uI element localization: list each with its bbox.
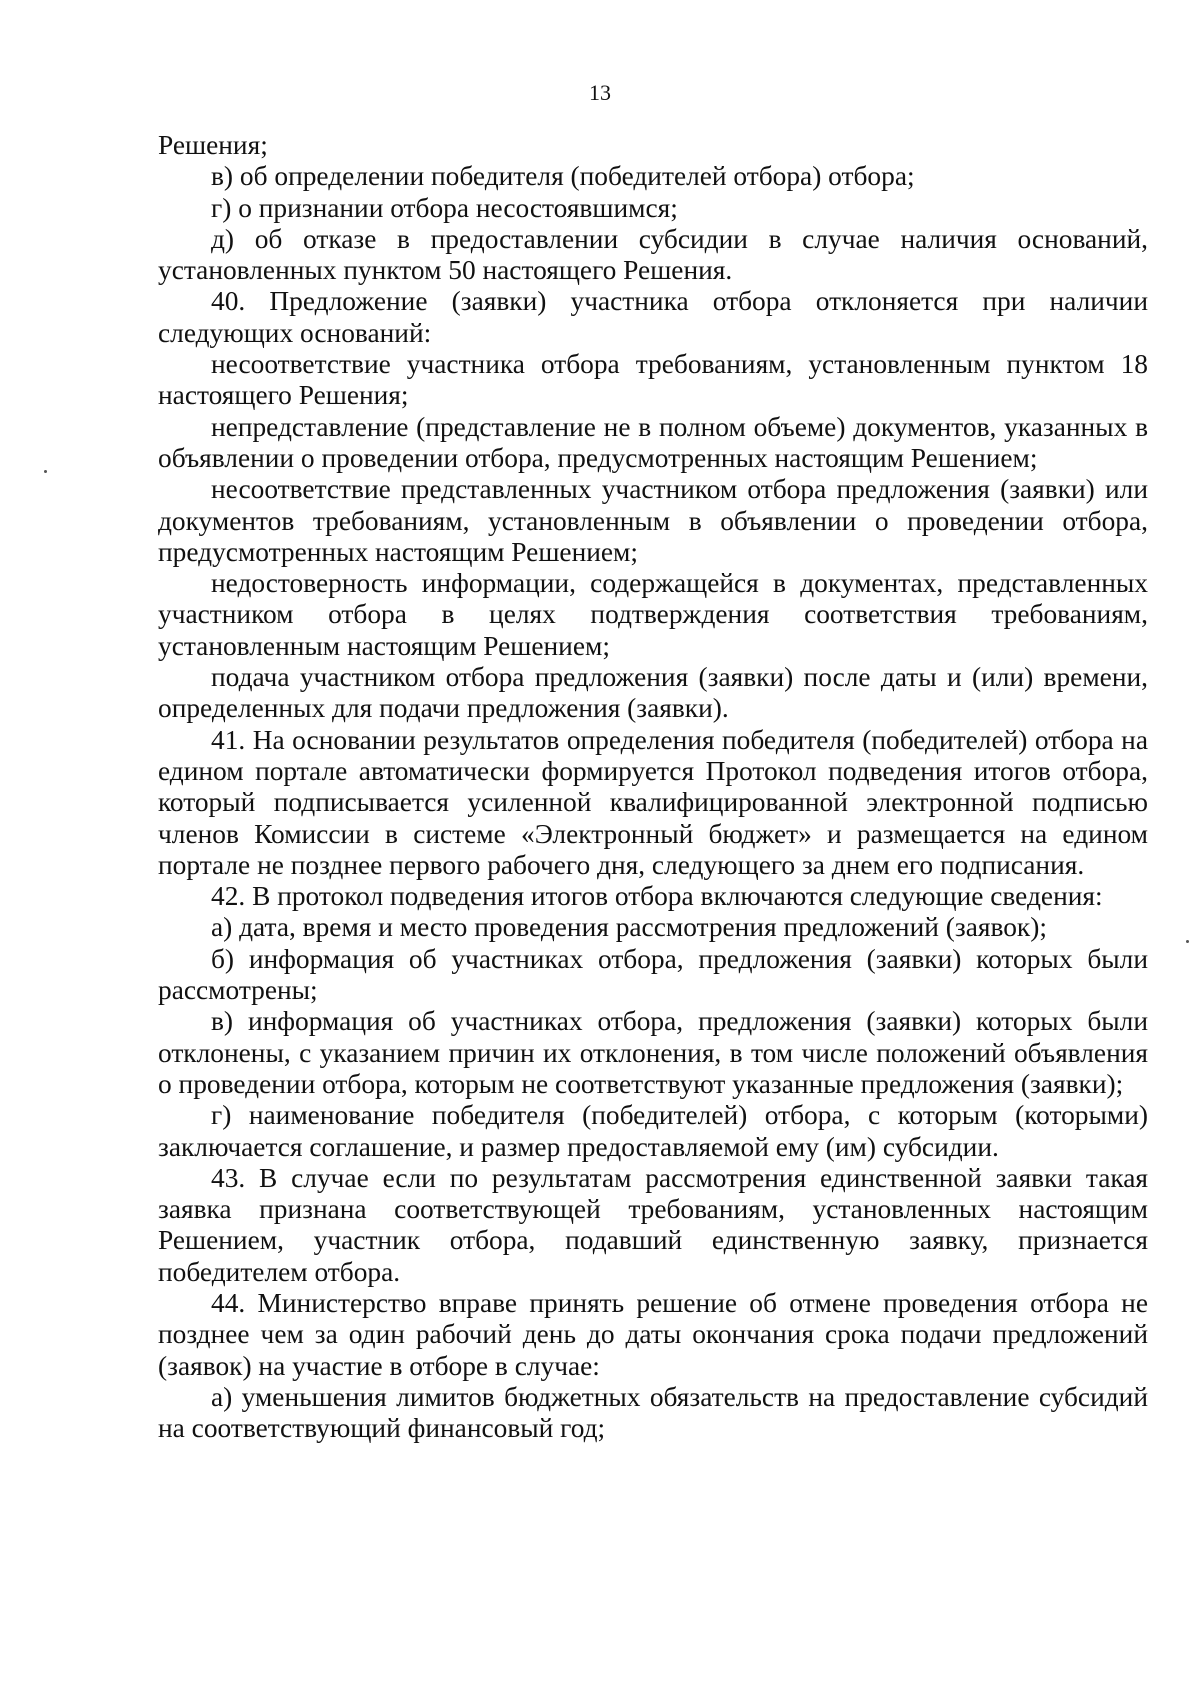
paragraph-41: 41. На основании результатов определения победителя (победителей) отбора на едином портале автоматически формируется Протокол подведения итогов отбора, который подписывается усиленной квалифицированной электронной подписью членов Комиссии в системе «Электронный бюджет» и размещается на едином портале не позднее первого рабочего дня, следующего за днем его подписания. <box>158 724 1148 880</box>
paragraph-item-v: в) об определении победителя (победителей отбора) отбора; <box>211 161 915 192</box>
paragraph-42: 42. В протокол подведения итогов отбора включаются следующие сведения: <box>211 881 1103 912</box>
paragraph-43: 43. В случае если по результатам рассмотрения единственной заявки такая заявка признана соответствующей требованиям, установленных настоящим Решением, участник отбора, подавший единственную заявку, признается победителем отбора. <box>158 1162 1148 1287</box>
page-number: 13 <box>589 80 611 105</box>
document-body <box>158 130 1148 1444</box>
paragraph-40-reason-2: непредставление (представление не в полном объеме) документов, указанных в объявлении о проведении отбора, предусмотренных настоящим Решением; <box>158 411 1148 473</box>
paragraph-40: 40. Предложение (заявки) участника отбора отклоняется при наличии следующих оснований: <box>158 286 1148 348</box>
paragraph-42-item-g: г) наименование победителя (победителей) отбора, с которым (которыми) заключается соглашение, и размер предоставляемой ему (им) субсидии. <box>158 1100 1148 1162</box>
paragraph-40-reason-3: несоответствие представленных участником отбора предложения (заявки) или документов требованиям, установленным в объявлении о проведении отбора, предусмотренных настоящим Решением; <box>158 474 1148 567</box>
paragraph-44-item-a: а) уменьшения лимитов бюджетных обязательств на предоставление субсидий на соответствующий финансовый год; <box>158 1381 1148 1444</box>
scan-speck <box>1186 940 1189 943</box>
paragraph-40-reason-1: несоответствие участника отбора требованиям, установленным пунктом 18 настоящего Решения; <box>158 349 1148 411</box>
paragraph-item-g: г) о признании отбора несостоявшимся; <box>211 192 678 223</box>
paragraph-42-item-v: в) информация об участниках отбора, предложения (заявки) которых были отклонены, с указанием причин их отклонения, в том числе положений объявления о проведении отбора, которым не соответствуют указанные предложения (заявки); <box>158 1006 1148 1099</box>
paragraph-42-item-a: а) дата, время и место проведения рассмотрения предложений (заявок); <box>211 912 1047 943</box>
paragraph-42-item-b: б) информация об участниках отбора, предложения (заявки) которых были рассмотрены; <box>158 943 1148 1006</box>
paragraph-44: 44. Министерство вправе принять решение об отмене проведения отбора не позднее чем за один рабочий день до даты окончания срока подачи предложений (заявок) на участие в отборе в случае: <box>158 1287 1148 1381</box>
paragraph-40-reason-5: подача участником отбора предложения (заявки) после даты и (или) времени, определенных для подачи предложения (заявки). <box>158 662 1148 724</box>
scan-speck <box>44 470 47 473</box>
paragraph-item-d: д) об отказе в предоставлении субсидии в случае наличия оснований, установленных пунктом 50 настоящего Решения. <box>158 223 1148 286</box>
paragraph-40-reason-4: недостоверность информации, содержащейся в документах, представленных участником отбора в целях подтверждения соответствия требованиям, установленным настоящим Решением; <box>158 568 1148 661</box>
paragraph-continuation: Решения; <box>158 130 268 160</box>
